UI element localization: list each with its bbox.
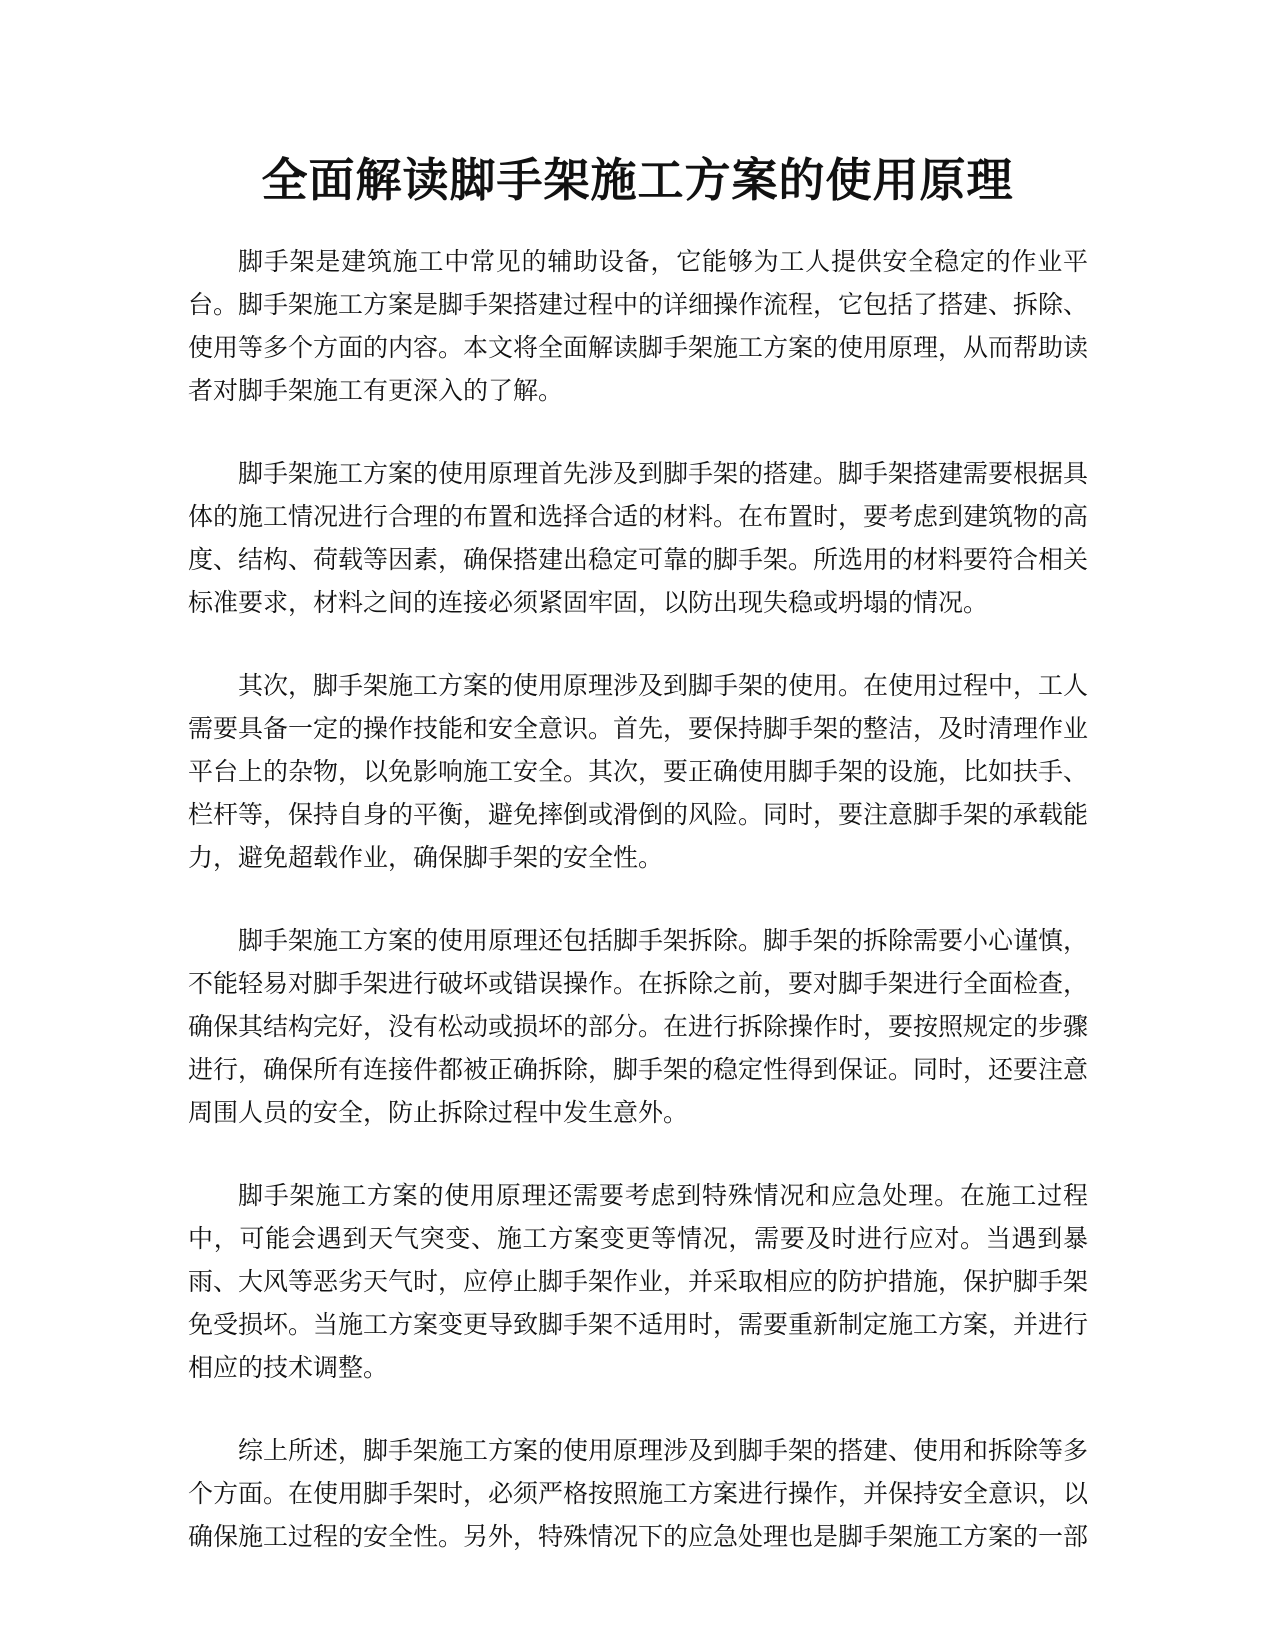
paragraph-usage: 其次，脚手架施工方案的使用原理涉及到脚手架的使用。在使用过程中，工人需要具备一定的操作技能和安全意识。首先，要保持脚手架的整洁，及时清理作业平台上的杂物，以免影响施工安全。其次，要正确使用脚手架的设施，比如扶手、栏杆等，保持自身的平衡，避免摔倒或滑倒的风险。同时，要注意脚手架的承载能力，避免超载作业，确保脚手架的安全性。 [188, 671, 1089, 872]
paragraph-summary: 综上所述，脚手架施工方案的使用原理涉及到脚手架的搭建、使用和拆除等多个方面。在使用脚手架时，必须严格按照施工方案进行操作，并保持安全意识，以确保施工过程的安全性。另外，特殊情况下的应急处理也是脚手架施工方案的一部 [188, 1436, 1089, 1551]
paragraph-emergency: 脚手架施工方案的使用原理还需要考虑到特殊情况和应急处理。在施工过程中，可能会遇到天气突变、施工方案变更等情况，需要及时进行应对。当遇到暴雨、大风等恶劣天气时，应停止脚手架作业，并采取相应的防护措施，保护脚手架免受损坏。当施工方案变更导致脚手架不适用时，需要重新制定施工方案，并进行相应的技术调整。 [188, 1181, 1089, 1382]
paragraph-erection: 脚手架施工方案的使用原理首先涉及到脚手架的搭建。脚手架搭建需要根据具体的施工情况进行合理的布置和选择合适的材料。在布置时，要考虑到建筑物的高度、结构、荷载等因素，确保搭建出稳定可靠的脚手架。所选用的材料要符合相关标准要求，材料之间的连接必须紧固牢固，以防出现失稳或坍塌的情况。 [188, 459, 1089, 617]
paragraph-intro: 脚手架是建筑施工中常见的辅助设备，它能够为工人提供安全稳定的作业平台。脚手架施工方案是脚手架搭建过程中的详细操作流程，它包括了搭建、拆除、使用等多个方面的内容。本文将全面解读脚手架施工方案的使用原理，从而帮助读者对脚手架施工有更深入的了解。 [188, 247, 1089, 405]
document-body [188, 240, 1088, 1598]
document-title: 全面解读脚手架施工方案的使用原理 [261, 153, 1014, 207]
paragraph-dismantling: 脚手架施工方案的使用原理还包括脚手架拆除。脚手架的拆除需要小心谨慎，不能轻易对脚手架进行破坏或错误操作。在拆除之前，要对脚手架进行全面检查，确保其结构完好，没有松动或损坏的部分。在进行拆除操作时，要按照规定的步骤进行，确保所有连接件都被正确拆除，脚手架的稳定性得到保证。同时，还要注意周围人员的安全，防止拆除过程中发生意外。 [188, 926, 1089, 1127]
